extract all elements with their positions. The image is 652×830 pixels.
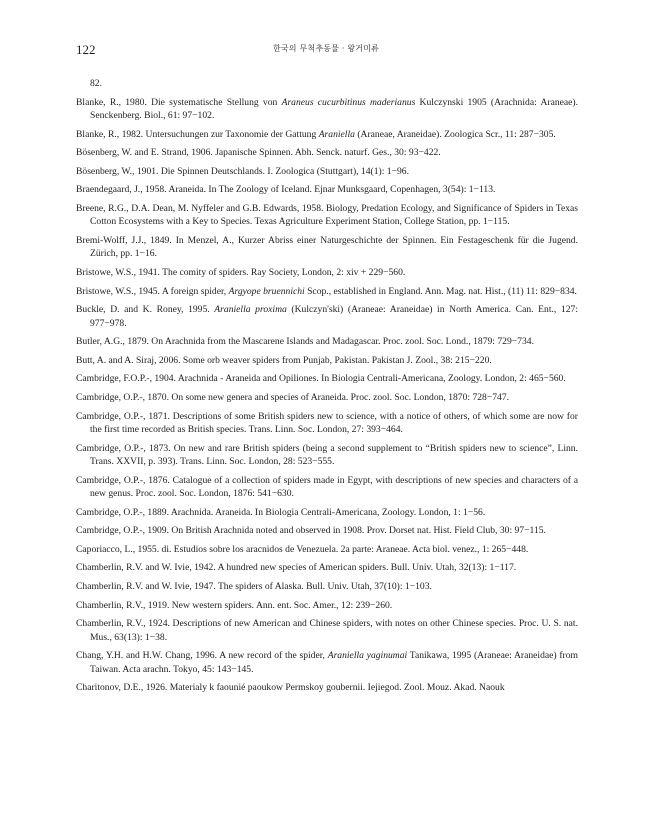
reference-entry — [76, 543, 578, 556]
reference-entry — [76, 681, 578, 694]
reference-entry — [76, 442, 578, 469]
species-name: Araniella proxima — [214, 304, 287, 316]
reference-entry — [76, 234, 578, 261]
reference-entry — [76, 474, 578, 501]
reference-text: Cambridge, O.P.-, 1871. Descriptions of some British spiders new to science, with a notice of others, of which some are now for the first time recorded as British species. Trans. Linn. Soc. London, 27: 393−464. — [76, 410, 578, 435]
reference-entry — [76, 649, 578, 676]
reference-text: Cambridge, O.P.-, 1889. Arachnida. Araneida. In Biologia Centrali-Americana, Zoology. London, 1: 1−56. — [76, 506, 486, 518]
reference-text: Butt, A. and A. Siraj, 2006. Some orb weaver spiders from Punjab, Pakistan. Pakistan J. Zool., 38: 215−220. — [76, 354, 492, 366]
reference-entry — [76, 580, 578, 593]
reference-entry — [76, 165, 578, 178]
reference-text: Chamberlin, R.V. and W. Ivie, 1947. The spiders of Alaska. Bull. Univ. Utah, 37(10): 1−103. — [76, 580, 432, 592]
running-title: 한국의 무척추동물 · 왕거미류 — [272, 44, 380, 53]
reference-entry — [76, 146, 578, 159]
reference-text: Buckle, D. and K. Roney, 1995. — [76, 304, 215, 316]
reference-text: Cambridge, O.P.-, 1909. On British Arachnida noted and observed in 1908. Prov. Dorset nat. Hist. Field Club, 30: 97−115. — [76, 525, 546, 537]
species-name: Araniella — [318, 128, 355, 140]
reference-text: Braendegaard, J., 1958. Araneida. In The Zoology of Iceland. Ejnar Munksgaard, Copenhagen, 3(54): 1−113. — [76, 184, 496, 196]
reference-text: Chamberlin, R.V. and W. Ivie, 1942. A hundred new species of American spiders. Bull. Univ. Utah, 32(13): 1−117. — [76, 562, 517, 574]
reference-entry — [76, 335, 578, 348]
reference-text: Cambridge, F.O.P.-, 1904. Arachnida - Araneida and Opiliones. In Biologia Centrali-Americana, Zoology. London, 2: 465−560. — [76, 373, 566, 385]
page-number: 122 — [76, 42, 96, 57]
reference-text: Chang, Y.H. and H.W. Chang, 1996. A new record of the spider, — [76, 650, 328, 662]
reference-text: Blanke, R., 1980. Die systematische Stellung von — [76, 96, 282, 108]
reference-text: Chamberlin, R.V., 1919. New western spiders. Ann. ent. Soc. Amer., 12: 239−260. — [76, 599, 393, 611]
reference-text: Caporiacco, L., 1955. di. Estudios sobre los aracnidos de Venezuela. 2a parte: Araneae. Acta biol. venez., 1: 265−448. — [76, 543, 529, 555]
reference-text: (Kulczyn'ski) (Araneae: Araneidae) in North America. Can. Ent., 127: 977−978. — [90, 304, 578, 329]
reference-entry — [76, 266, 578, 279]
reference-text: Bösenberg, W. and E. Strand, 1906. Japanische Spinnen. Abh. Senck. naturf. Ges., 30: 93−422. — [76, 147, 441, 159]
reference-entry — [76, 285, 578, 298]
reference-text: Bremi-Wolff, J.J., 1849. In Menzel, A., Kurzer Abriss einer Naturgeschichte der Spinnen. Ein Festageschenk für die Jugend. Zürich, pp. 1−16. — [76, 234, 578, 260]
reference-list — [76, 77, 578, 700]
reference-text: Blanke, R., 1982. Untersuchungen zur Taxonomie der Gattung — [76, 128, 319, 140]
reference-text: Bösenberg, W., 1901. Die Spinnen Deutschlands. I. Zoologica (Stuttgart), 14(1): 1−96. — [76, 165, 409, 177]
reference-entry — [76, 183, 578, 196]
reference-text: (Araneae, Araneidae). Zoologica Scr., 11: 287−305. — [354, 128, 556, 140]
reference-entry — [76, 77, 578, 90]
reference-entry — [76, 202, 578, 229]
reference-text: Bristowe, W.S., 1945. A foreign spider, — [76, 285, 229, 297]
reference-text: Butler, A.G., 1879. On Arachnida from the Mascarene Islands and Madagascar. Proc. zool. Soc. Lond., 1879: 729−734. — [76, 336, 534, 348]
species-name: Araniella yaginumai — [327, 650, 408, 662]
reference-entry — [76, 372, 578, 385]
reference-text: Scop., established in England. Ann. Mag. nat. Hist., (11) 11: 829−834. — [304, 285, 577, 297]
reference-text: Kulczynski 1905 (Arachnida: Araneae). Senckenberg. Biol., 61: 97−102. — [90, 96, 579, 121]
reference-entry — [76, 599, 578, 612]
reference-text: Bristowe, W.S., 1941. The comity of spiders. Ray Society, London, 2: xiv + 229−560. — [76, 266, 406, 278]
reference-text: 82. — [90, 78, 102, 89]
reference-entry — [76, 391, 578, 404]
species-name: Araneus cucurbitinus maderianus — [281, 96, 416, 108]
reference-text: Tanikawa, 1995 (Araneae: Araneidae) from Taiwan. Acta arachn. Tokyo, 45: 143−145. — [90, 650, 578, 675]
reference-text: Chamberlin, R.V., 1924. Descriptions of new American and Chinese spiders, with notes on other Chinese species. Proc. U. S. nat. Mus., 63(13): 1−38. — [76, 618, 578, 643]
reference-entry — [76, 96, 578, 123]
reference-entry — [76, 354, 578, 367]
page-header — [76, 42, 576, 60]
reference-entry — [76, 524, 578, 537]
reference-entry — [76, 128, 578, 141]
reference-text: Cambridge, O.P.-, 1870. On some new genera and species of Araneida. Proc. zool. Soc. London, 1870: 728−747. — [76, 391, 510, 403]
reference-entry — [76, 561, 578, 574]
reference-entry — [76, 410, 578, 437]
species-name: Argyope bruennichi — [228, 285, 305, 297]
reference-entry — [76, 506, 578, 519]
reference-text: Cambridge, O.P.-, 1876. Catalogue of a collection of spiders made in Egypt, with descriptions of new species and characters of a new genus. Proc. zool. Soc. London, 1876: 541−630. — [76, 474, 578, 499]
reference-entry — [76, 303, 578, 330]
reference-text: Breene, R.G., D.A. Dean, M. Nyffeler and G.B. Edwards, 1958. Biology, Predation Ecology, and Significance of Spiders in Texas Cotton Ecosystems with a Key to Species. Texas Agriculture Experiment Station, College Station, pp. 1−115. — [76, 202, 578, 228]
reference-text: Charitonov, D.E., 1926. Materialy k faounié paoukow Permskoy goubernii. Iejiegod. Zool. Mouz. Akad. Naouk — [76, 682, 505, 694]
reference-entry — [76, 617, 578, 644]
reference-text: Cambridge, O.P.-, 1873. On new and rare British spiders (being a second supplement to “British spiders new to science”, Linn. Trans. XXVII, p. 393). Trans. Linn. Soc. London, 28: 523−555. — [76, 442, 578, 467]
